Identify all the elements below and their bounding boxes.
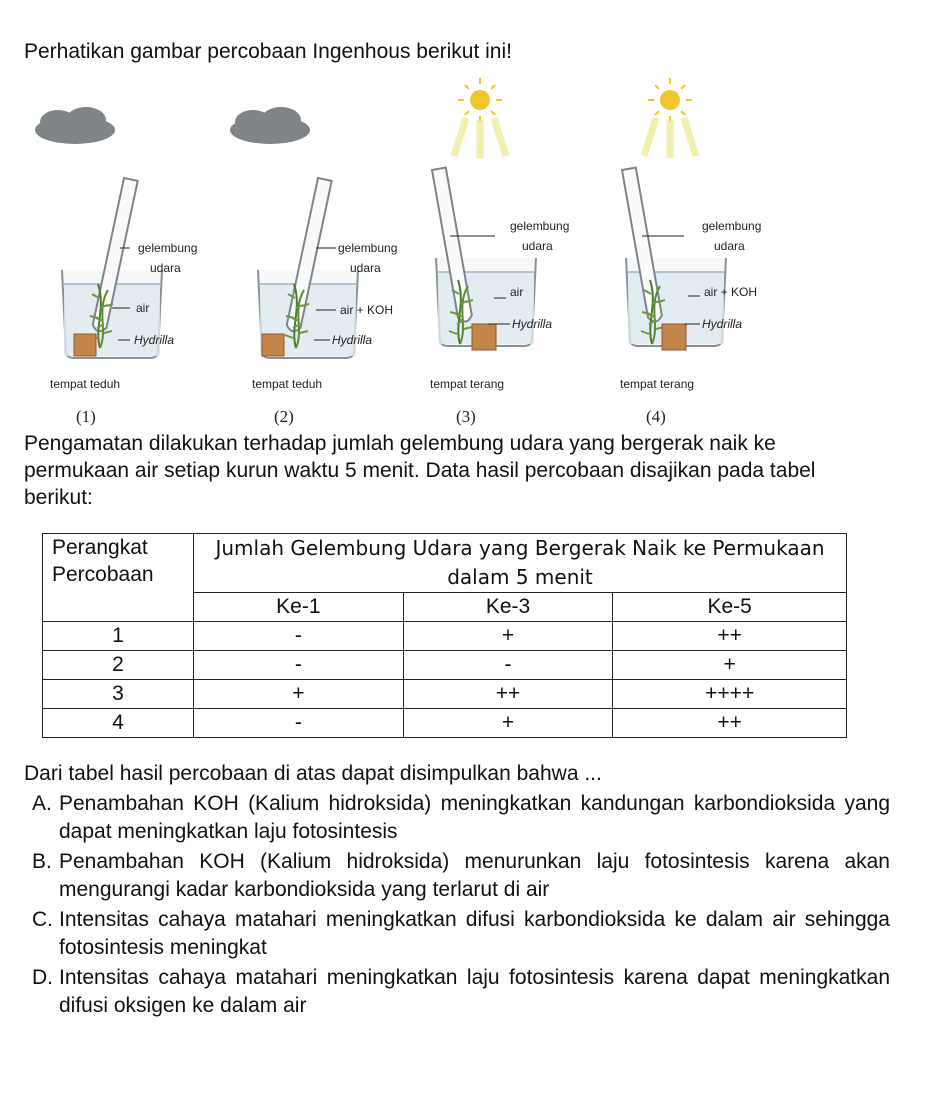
table-row	[43, 651, 847, 680]
setup-2-bubble-label-2: udara	[350, 261, 381, 275]
cell-value: -	[403, 651, 613, 680]
sun-icon	[454, 78, 506, 158]
cell-value: -	[194, 709, 404, 738]
option-a[interactable]	[32, 790, 890, 846]
option-d[interactable]	[32, 964, 890, 1020]
table-row	[43, 709, 847, 738]
setup-3-number: (3)	[456, 407, 476, 426]
question-text: Dari tabel hasil percobaan di atas dapat disimpulkan bahwa ...	[24, 762, 602, 785]
experiment-figure	[20, 78, 910, 428]
observation-text: Pengamatan dilakukan terhadap jumlah gelembung udara yang bergerak naik ke permukaan air setiap kurun waktu 5 menit. Data hasil percobaan disajikan pada tabel berikut:	[24, 432, 816, 509]
row-device: 3	[43, 680, 194, 709]
option-letter: A.	[32, 792, 52, 815]
setup-1-drawing	[35, 107, 162, 358]
cell-value: -	[194, 622, 404, 651]
setup-2-number: (2)	[274, 407, 294, 426]
answer-options	[32, 790, 890, 1022]
cell-value: -	[194, 651, 404, 680]
option-letter: B.	[32, 850, 52, 873]
setup-1-bubble-label-2: udara	[150, 261, 181, 275]
cell-value: +	[194, 680, 404, 709]
table-row	[43, 622, 847, 651]
option-letter: C.	[32, 908, 53, 931]
option-b[interactable]	[32, 848, 890, 904]
setup-3-water-label: air	[510, 285, 524, 299]
option-letter: D.	[32, 966, 53, 989]
option-text: Intensitas cahaya matahari meningkatkan difusi karbondioksida ke dalam air sehingga fotosintesis meningkat	[59, 908, 890, 959]
setup-2-drawing	[230, 107, 358, 358]
sun-icon	[644, 78, 696, 158]
setup-4-number: (4)	[646, 407, 666, 426]
row-device: 2	[43, 651, 194, 680]
option-text: Penambahan KOH (Kalium hidroksida) menurunkan laju fotosintesis karena akan mengurangi kadar karbondioksida yang terlarut di air	[59, 850, 890, 901]
cell-value: +	[403, 709, 613, 738]
cell-value: ++++	[613, 680, 847, 709]
row-device: 4	[43, 709, 194, 738]
subheader-ke-5: Ke-5	[613, 593, 847, 622]
cell-value: ++	[613, 709, 847, 738]
setup-2-water-label: air + KOH	[340, 303, 394, 317]
setup-4-drawing	[622, 78, 726, 350]
cell-value: +	[613, 651, 847, 680]
table-row	[43, 680, 847, 709]
setup-1-water-label: air	[136, 301, 150, 315]
bubble-count-header: Jumlah Gelembung Udara yang Bergerak Naik ke Permukaan dalam 5 menit	[194, 534, 847, 593]
setup-4-plant-label: Hydrilla	[702, 317, 743, 331]
cell-value: ++	[613, 622, 847, 651]
setup-1-bubble-label: gelembung	[138, 241, 198, 255]
results-table	[42, 533, 847, 738]
setup-1-number: (1)	[76, 407, 96, 426]
setup-4-bubble-label-2: udara	[714, 239, 745, 253]
row-device: 1	[43, 622, 194, 651]
setup-1-plant-label: Hydrilla	[134, 333, 175, 347]
option-c[interactable]	[32, 906, 890, 962]
setup-4-water-label: air + KOH	[704, 285, 758, 299]
setup-3-bubble-label-2: udara	[522, 239, 553, 253]
option-text: Intensitas cahaya matahari meningkatkan laju fotosintesis karena dapat meningkatkan difusi oksigen ke dalam air	[59, 966, 890, 1017]
setup-3-place: tempat terang	[430, 377, 505, 391]
setup-4-place: tempat terang	[620, 377, 695, 391]
setup-3-bubble-label: gelembung	[510, 219, 570, 233]
setup-1-place: tempat teduh	[50, 377, 121, 391]
cell-value: +	[403, 622, 613, 651]
setup-2-bubble-label: gelembung	[338, 241, 398, 255]
cell-value: ++	[403, 680, 613, 709]
setup-3-drawing	[432, 78, 536, 350]
option-text: Penambahan KOH (Kalium hidroksida) meningkatkan kandungan karbondioksida yang dapat meningkatkan laju fotosintesis	[59, 792, 890, 843]
setup-2-place: tempat teduh	[252, 377, 323, 391]
setup-3-plant-label: Hydrilla	[512, 317, 553, 331]
device-column-header: Perangkat Percobaan	[43, 534, 194, 622]
table-header-row	[43, 534, 847, 593]
setup-2-plant-label: Hydrilla	[332, 333, 373, 347]
subheader-ke-1: Ke-1	[194, 593, 404, 622]
intro-text: Perhatikan gambar percobaan Ingenhous berikut ini!	[24, 40, 512, 63]
subheader-ke-3: Ke-3	[403, 593, 613, 622]
setup-4-bubble-label: gelembung	[702, 219, 762, 233]
